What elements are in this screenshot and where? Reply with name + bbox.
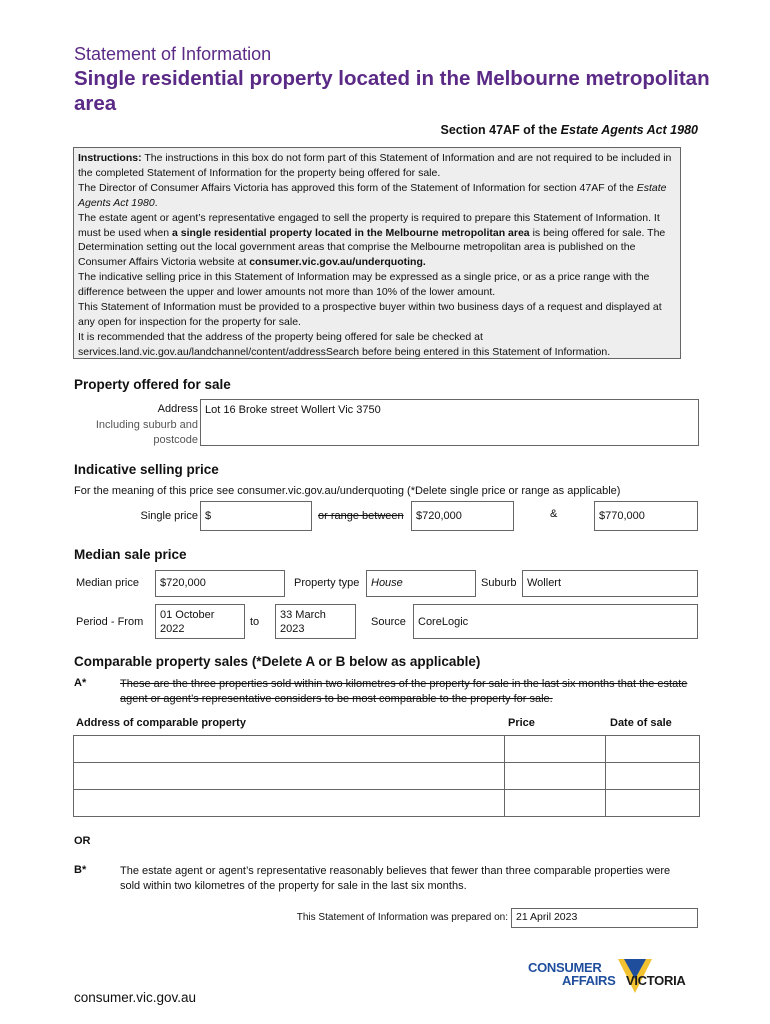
comparable-date-cell[interactable] <box>606 736 700 763</box>
logo-affairs: AFFAIRS <box>562 973 616 988</box>
median-price-field[interactable]: $720,000 <box>155 570 285 597</box>
comparable-table <box>73 735 700 817</box>
suburb-label: Suburb <box>481 577 517 589</box>
table-row <box>74 763 700 790</box>
range-high-field[interactable]: $770,000 <box>594 501 698 531</box>
instructions-p1: Instructions: The instructions in this box do not form part of this Statement of Information and are not required to be included in the completed Statement of Information for the property being offered for sale. <box>78 152 672 179</box>
col-date-header: Date of sale <box>610 717 672 729</box>
suburb-field[interactable]: Wollert <box>522 570 698 597</box>
single-price-label: Single price <box>140 510 198 522</box>
col-price-header: Price <box>508 717 535 729</box>
prepared-label: This Statement of Information was prepared on: <box>296 912 508 923</box>
range-low-field[interactable]: $720,000 <box>411 501 514 531</box>
period-to-field[interactable]: 33 March 2023 <box>275 604 356 639</box>
property-type-label: Property type <box>294 577 360 589</box>
range-ampersand: & <box>550 508 558 520</box>
underquoting-link[interactable]: consumer.vic.gov.au/underquoting. <box>249 256 426 269</box>
prepared-date-field[interactable]: 21 April 2023 <box>511 908 698 928</box>
comparable-price-cell[interactable] <box>505 790 606 817</box>
price-heading: Indicative selling price <box>74 462 219 477</box>
form-subtitle: Statement of Information <box>74 44 272 64</box>
period-from-field[interactable]: 01 October 2022 <box>155 604 245 639</box>
comparable-price-cell[interactable] <box>505 763 606 790</box>
source-label: Source <box>371 616 406 628</box>
property-heading: Property offered for sale <box>74 377 231 392</box>
act-name: Estate Agents Act 1980 <box>560 123 698 137</box>
footer-url: consumer.vic.gov.au <box>74 990 197 1005</box>
instructions-p4: The indicative selling price in this Statement of Information may be expressed as a single price, or as a price range with the difference between the upper and lower amounts not more than 10% of the lower amount. <box>78 271 650 299</box>
option-b-text: The estate agent or agent’s representative reasonably believes that fewer than three comparable properties were sold within two kilometres of the property for sale in the last six months. <box>120 865 671 892</box>
comparable-price-cell[interactable] <box>505 736 606 763</box>
table-row <box>74 790 700 817</box>
logo-consumer: CONSUMER <box>528 960 602 975</box>
logo-victoria: VICTORIA <box>626 973 686 988</box>
option-a-label: A* <box>74 677 87 689</box>
option-a-text: These are the three properties sold within two kilometres of the property for sale in the last six months that the estate agent or agent’s representative considers to be most comparable to the property for sale. <box>120 678 688 705</box>
col-address-header: Address of comparable property <box>76 717 246 729</box>
section-reference: Section 47AF of the Estate Agents Act 1980 <box>440 123 698 137</box>
property-type-field[interactable]: House <box>366 570 476 597</box>
comparable-address-cell[interactable] <box>74 790 505 817</box>
consumer-affairs-victoria-logo <box>526 957 706 1007</box>
address-field[interactable]: Lot 16 Broke street Wollert Vic 3750 <box>200 399 699 446</box>
instructions-p5: This Statement of Information must be provided to a prospective buyer within two business days of a request and displayed at any open for inspection for the property for sale. <box>78 301 662 328</box>
instructions-p2: The Director of Consumer Affairs Victoria has approved this form of the Statement of Information for section 47AF of the Estate Agents Act 1980. <box>78 181 667 209</box>
median-price-label: Median price <box>76 577 139 589</box>
form-title: Single residential property located in the Melbourne metropolitan area <box>74 67 710 115</box>
period-label: Period - From <box>76 616 144 628</box>
price-note: For the meaning of this price see consumer.vic.gov.au/underquoting (*Delete single price or range as applicable) <box>74 485 621 497</box>
instructions-p3: The estate agent or agent’s representative engaged to sell the property is required to prepare this Statement of Information. It must be used when a single residential property located in the Melbourne metropolitan area is being offered for sale. The Determination setting out the local government areas that comprise the Melbourne metropolitan area is published on the Consumer Affairs Victoria website at consumer.vic.gov.au/underquoting. <box>78 211 666 269</box>
instructions-box <box>73 147 681 359</box>
comparable-heading: Comparable property sales (*Delete A or B below as applicable) <box>74 654 481 669</box>
comparable-date-cell[interactable] <box>606 790 700 817</box>
range-label: or range between <box>318 510 404 522</box>
single-price-field[interactable]: $ <box>200 501 312 531</box>
comparable-address-cell[interactable] <box>74 736 505 763</box>
comparable-address-cell[interactable] <box>74 763 505 790</box>
table-row <box>74 736 700 763</box>
source-field[interactable]: CoreLogic <box>413 604 698 639</box>
instructions-p6: It is recommended that the address of the property being offered for sale be checked at services.land.vic.gov.au/landchannel/content/addressSearch before being entered in this Statement of Information. <box>78 330 611 358</box>
address-label: Address Including suburb and postcode <box>95 403 198 446</box>
or-label: OR <box>74 835 91 847</box>
median-heading: Median sale price <box>74 547 187 562</box>
comparable-date-cell[interactable] <box>606 763 700 790</box>
period-to-label: to <box>250 616 260 628</box>
option-b-label: B* <box>74 864 87 876</box>
